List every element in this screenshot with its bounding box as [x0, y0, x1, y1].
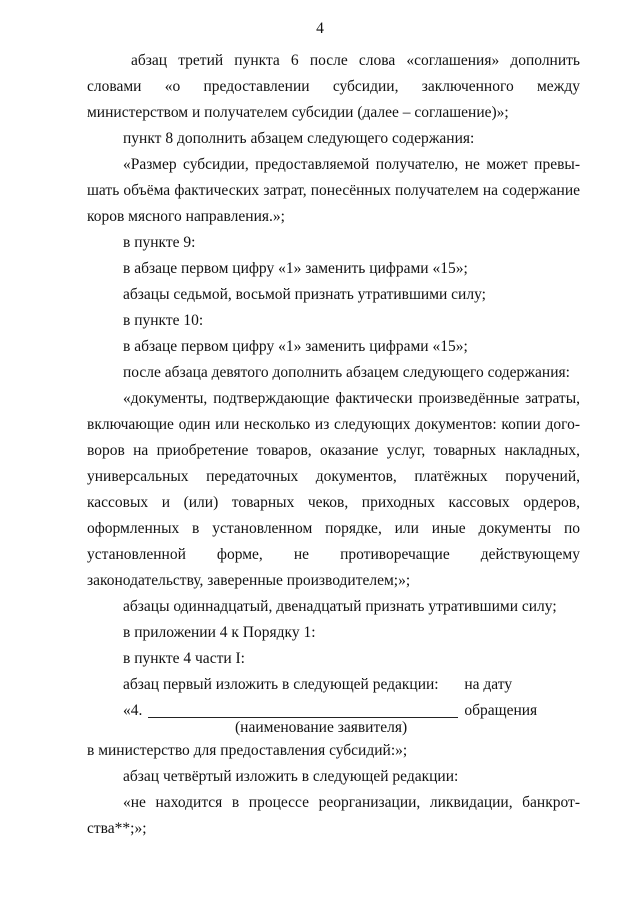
paragraph-16: абзац четвёртый изложить в следующей редакции:	[123, 768, 459, 785]
paragraph-17: «не находится в процессе реорганизации, ликвидации, банкротства**;»;	[87, 794, 580, 837]
page-number: 4	[316, 20, 324, 37]
form-prefix: «4.	[123, 702, 143, 719]
paragraph-1: абзац третий пункта 6 после слова «соглашения» дополнить словами «о предоставлении субсидии, заключенного между министерством и получателем субсидии (далее – соглашение)»;	[87, 52, 580, 121]
paragraph-6: абзацы седьмой, восьмой признать утратившими силу;	[123, 286, 486, 303]
paragraph-9: после абзаца девятого дополнить абзацем следующего содержания:	[123, 364, 570, 381]
form-caption: (наименование заявителя)	[235, 719, 408, 736]
paragraph-3: «Размер субсидии, предоставляемой получателю, не может превышать объёма фактических затрат, понесённых получателем на содержание коров мясного направления.»;	[87, 156, 580, 225]
paragraph-15: в министерство для предоставления субсидий:»;	[87, 742, 408, 759]
paragraph-5: в абзаце первом цифру «1» заменить цифрами «15»;	[123, 260, 468, 277]
document-body	[87, 48, 580, 842]
paragraph-7: в пункте 10:	[123, 312, 204, 329]
paragraph-13: в пункте 4 части I:	[123, 650, 245, 667]
paragraph-10: «документы, подтверждающие фактически произведённые затраты, включающие один или несколько из следующих документов: копии договоров на приобретение товаров, оказание услуг, товарных накладных, универсальных передаточных документов, платёжных поручений, кассовых и (или) товарных чеков, приходных кассовых ордеров, оформленных в установленном порядке, или иные документы по установленной форме, не противоречащие действующему законодательству, заверенные производителем;»;	[87, 390, 580, 589]
paragraph-2: пункт 8 дополнить абзацем следующего содержания:	[123, 130, 475, 147]
paragraph-11: абзацы одиннадцатый, двенадцатый признать утратившими силу;	[123, 598, 557, 615]
form-suffix: на дату обращения	[464, 676, 538, 719]
paragraph-12: в приложении 4 к Порядку 1:	[123, 624, 316, 641]
paragraph-14: абзац первый изложить в следующей редакции:	[123, 676, 439, 693]
paragraph-4: в пункте 9:	[123, 234, 196, 251]
paragraph-8: в абзаце первом цифру «1» заменить цифрами «15»;	[123, 338, 468, 355]
